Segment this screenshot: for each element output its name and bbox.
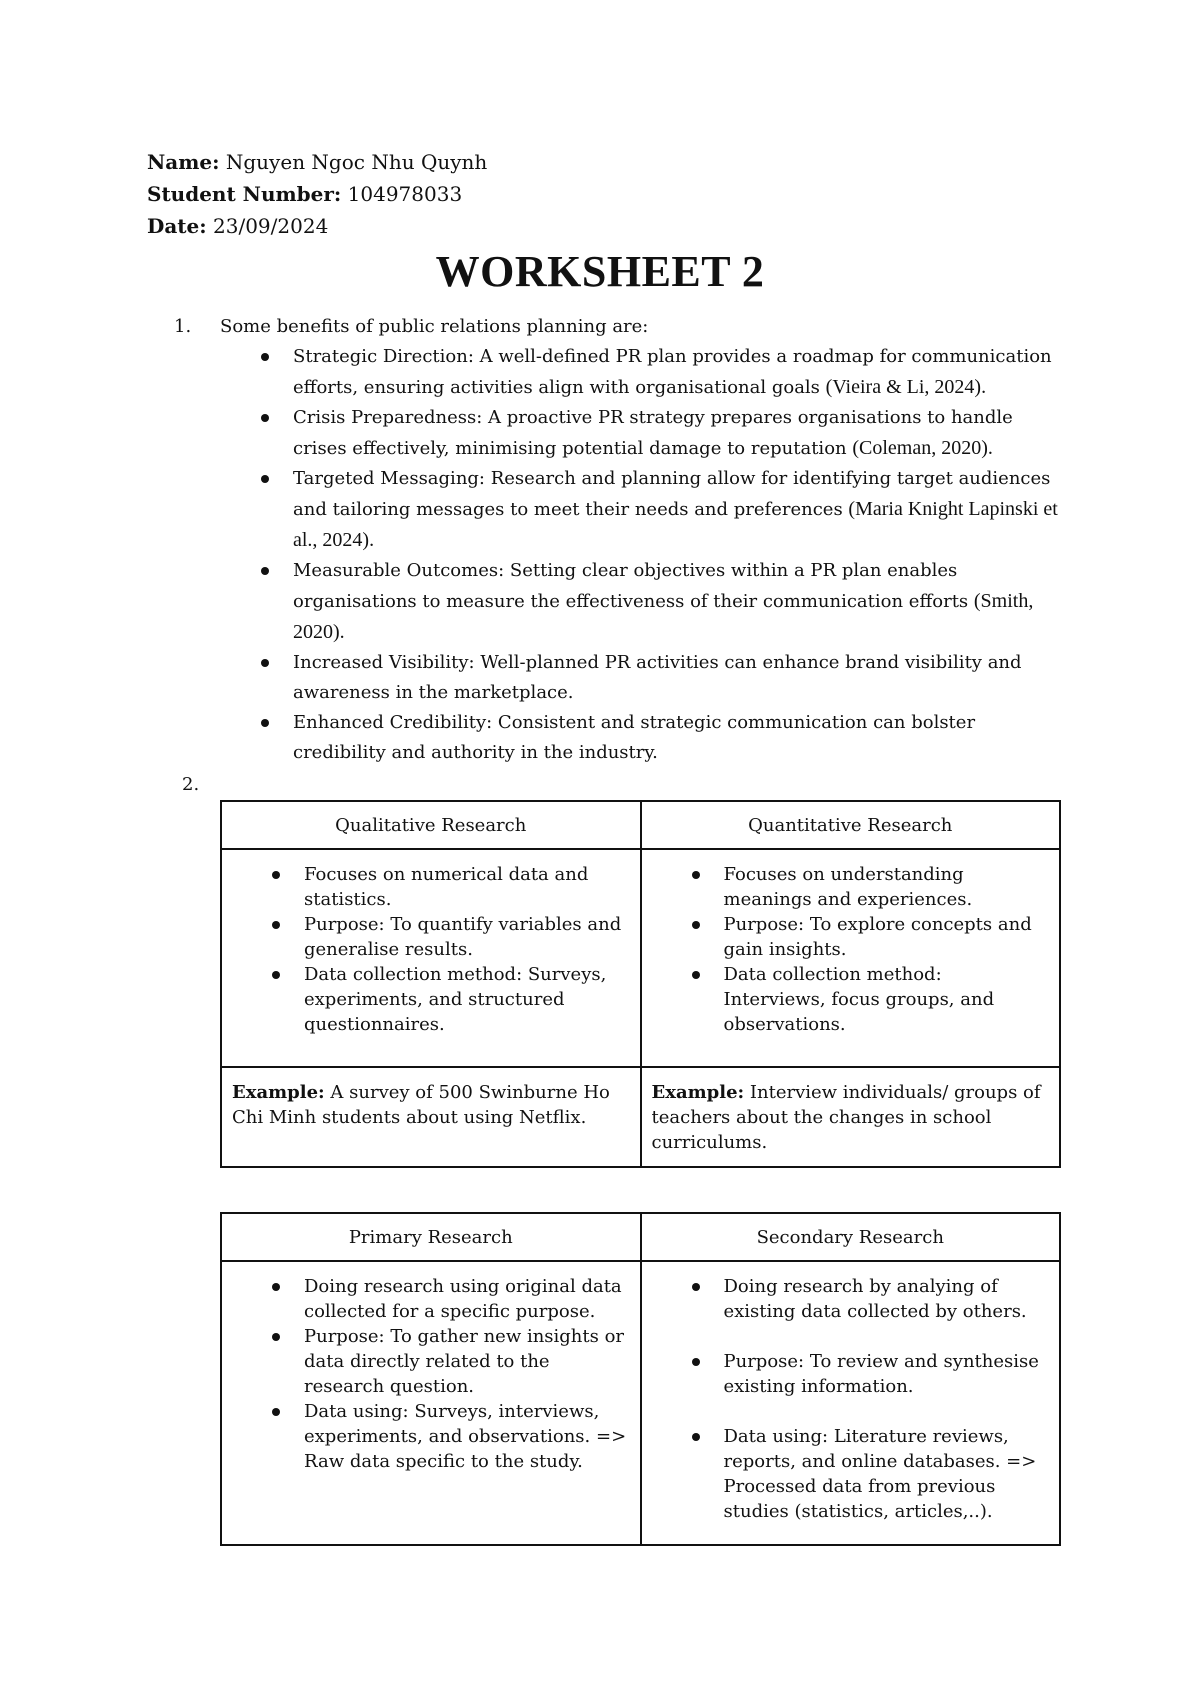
list-item [724, 962, 1050, 1037]
list-item [293, 464, 1058, 556]
list-item [293, 342, 1058, 403]
list-item [724, 1349, 1050, 1399]
benefit-text: Increased Visibility: Well-planned PR activities can enhance brand visibility and awareness in the marketplace. [293, 652, 1022, 703]
list-item-text: Purpose: To explore concepts and gain insights. [723, 914, 1032, 960]
list-item [293, 708, 1058, 768]
table-row [221, 801, 1060, 849]
benefits-list [293, 342, 1058, 768]
qualitative-list [232, 862, 630, 1037]
secondary-list [652, 1274, 1050, 1524]
list-item-text: Doing research by analying of existing data collected by others. [723, 1276, 1027, 1322]
list-item [304, 1399, 630, 1474]
list-item-text: Purpose: To gather new insights or data directly related to the research question. [304, 1326, 625, 1397]
bullet-icon [272, 871, 280, 879]
bullet-icon [692, 1358, 700, 1366]
bullet-icon [261, 475, 269, 483]
list-item [304, 1274, 630, 1324]
bullet-icon [692, 971, 700, 979]
list-item-text: Doing research using original data collected for a specific purpose. [304, 1276, 622, 1322]
list-item-text: Focuses on numerical data and statistics. [304, 864, 589, 910]
qualitative-quantitative-table [220, 800, 1061, 1168]
qualitative-cell [221, 849, 641, 1067]
list-item [724, 1274, 1050, 1324]
quantitative-cell [641, 849, 1061, 1067]
list-item-text: Data collection method: Surveys, experiments, and structured questionnaires. [304, 964, 607, 1035]
quantitative-list [652, 862, 1050, 1037]
list-item-text: Data using: Literature reviews, reports, and online databases. => Processed data from previous studies (statistics, articles,..). [723, 1426, 1037, 1522]
bullet-icon [692, 921, 700, 929]
bullet-icon [261, 353, 269, 361]
date-line [147, 210, 487, 242]
benefit-text: Crisis Preparedness: A proactive PR strategy prepares organisations to handle crises effectively, minimising potential damage to reputation [293, 407, 1013, 459]
example-label: Example: [232, 1082, 325, 1103]
list-item [724, 862, 1050, 912]
benefit-text: Measurable Outcomes: Setting clear objectives within a PR plan enables organisations to measure the effectiveness of their communication efforts [293, 560, 974, 612]
student-number-label: Student Number: [147, 182, 342, 206]
table-row [221, 1067, 1060, 1167]
list-item-text: Data collection method: Interviews, focus groups, and observations. [723, 964, 995, 1035]
list-item [304, 862, 630, 912]
bullet-icon [272, 1283, 280, 1291]
primary-list [232, 1274, 630, 1474]
list-item [293, 556, 1058, 648]
list-item [293, 648, 1058, 708]
question-1 [174, 312, 1058, 768]
primary-secondary-table [220, 1212, 1061, 1546]
table-row [221, 1213, 1060, 1261]
qualitative-example [221, 1067, 641, 1167]
benefit-text: Strategic Direction: A well-defined PR plan provides a roadmap for communication efforts, ensuring activities align with organisational goals [293, 346, 1052, 398]
student-number-line [147, 178, 487, 210]
question-2-number: 2. [182, 774, 200, 795]
bullet-icon [692, 1433, 700, 1441]
list-item [304, 912, 630, 962]
question-1-intro: Some benefits of public relations planning are: [220, 316, 649, 337]
quantitative-example [641, 1067, 1061, 1167]
list-item-text: Data using: Surveys, interviews, experiments, and observations. => Raw data specific to the study. [304, 1401, 627, 1472]
name-line [147, 146, 487, 178]
bullet-icon [692, 871, 700, 879]
secondary-cell [641, 1261, 1061, 1545]
question-1-number: 1. [174, 316, 192, 337]
bullet-icon [272, 1408, 280, 1416]
bullet-icon [272, 1333, 280, 1341]
list-item-text: Focuses on understanding meanings and experiences. [723, 864, 973, 910]
primary-header: Primary Research [221, 1213, 641, 1261]
bullet-icon [692, 1283, 700, 1291]
list-item [304, 1324, 630, 1399]
table-row [221, 1261, 1060, 1545]
name-label: Name: [147, 150, 220, 174]
qualitative-header: Qualitative Research [221, 801, 641, 849]
bullet-icon [272, 921, 280, 929]
example-text: Interview individuals/ groups of teachers about the changes in school curriculums. [651, 1082, 1041, 1153]
date-label: Date: [147, 214, 207, 238]
citation: (Vieira & Li, 2024). [825, 376, 987, 398]
primary-cell [221, 1261, 641, 1545]
name-value: Nguyen Ngoc Nhu Quynh [219, 150, 488, 174]
bullet-icon [261, 567, 269, 575]
secondary-header: Secondary Research [641, 1213, 1061, 1261]
list-item-text: Purpose: To review and synthesise existing information. [723, 1351, 1039, 1397]
quantitative-header: Quantitative Research [641, 801, 1061, 849]
bullet-icon [261, 659, 269, 667]
benefit-text: Enhanced Credibility: Consistent and strategic communication can bolster credibility and authority in the industry. [293, 712, 976, 763]
example-text: A survey of 500 Swinburne Ho Chi Minh students about using Netflix. [232, 1082, 610, 1128]
table-row [221, 849, 1060, 1067]
page-title: WORKSHEET 2 [435, 247, 765, 296]
list-item [724, 1424, 1050, 1524]
student-info [147, 146, 487, 242]
example-label: Example: [651, 1082, 745, 1103]
citation: (Maria Knight Lapinski et al., 2024). [293, 498, 1058, 551]
citation: (Coleman, 2020). [852, 437, 993, 459]
bullet-icon [261, 719, 269, 727]
date-value: 23/09/2024 [206, 214, 329, 238]
list-item [724, 912, 1050, 962]
bullet-icon [272, 971, 280, 979]
list-item-text: Purpose: To quantify variables and generalise results. [304, 914, 622, 960]
benefit-text: Targeted Messaging: Research and planning allow for identifying target audiences and tailoring messages to meet their needs and preferences [293, 468, 1051, 520]
student-number-value: 104978033 [341, 182, 463, 206]
list-item [293, 403, 1058, 464]
list-item [304, 962, 630, 1037]
bullet-icon [261, 414, 269, 422]
citation: (Smith, 2020). [293, 590, 1034, 643]
